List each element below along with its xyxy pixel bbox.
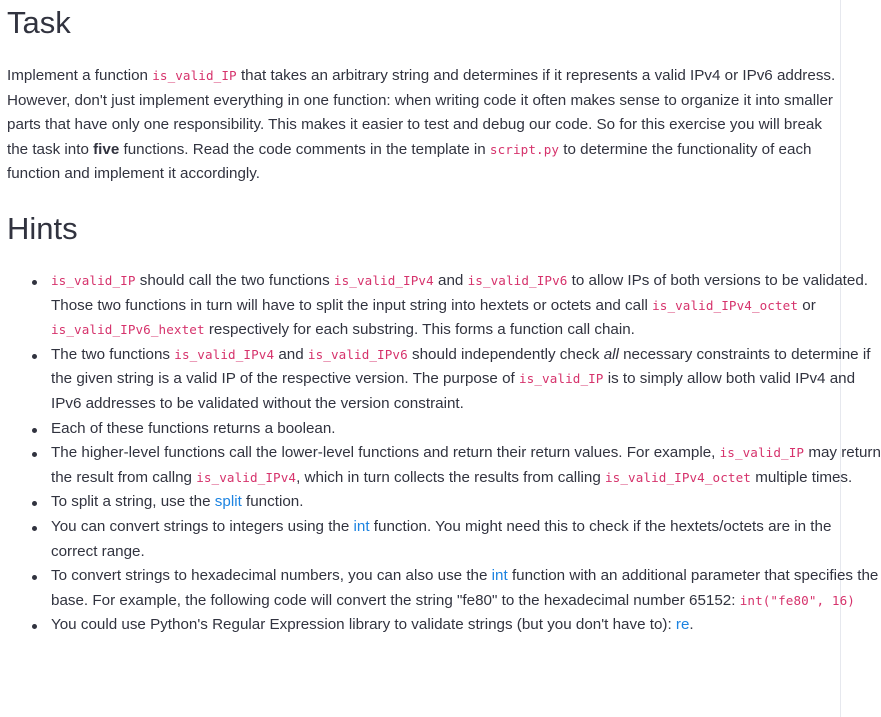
int-link[interactable]: int <box>491 567 508 585</box>
hint-item-constraints <box>51 343 881 417</box>
hint-text: , which in turn collects the results from calling <box>296 468 605 486</box>
code-is-valid-ipv4: is_valid_IPv4 <box>174 346 275 362</box>
code-is-valid-ipv6: is_valid_IPv6 <box>307 346 408 362</box>
hint-item-split <box>51 490 881 515</box>
code-is-valid-ipv4: is_valid_IPv4 <box>196 469 297 485</box>
code-is-valid-ip: is_valid_IP <box>51 273 136 288</box>
code-is-valid-ipv6: is_valid_IPv6 <box>467 273 568 288</box>
hint-text: necessary constraints to determine if the given string is a valid IP of the respective version. The purpose of <box>51 345 871 388</box>
hint-item-boolean <box>51 417 881 442</box>
code-is-valid-ip: is_valid_IP <box>518 371 604 387</box>
bullet-icon <box>32 575 37 580</box>
task-text-4: to determine the functionality of each function and implement it accordingly. <box>7 140 812 183</box>
task-bold-five: five <box>93 140 120 158</box>
hint-text: may return the result from callng <box>51 444 881 486</box>
hint-text: should independently check <box>407 345 604 363</box>
hint-text: You could use Python's Regular Expression library to validate strings (but you don't have to): <box>51 616 676 634</box>
hint-text: and <box>274 345 308 363</box>
hint-text: function with an additional parameter that specifies the base. For example, the following code will convert the string "fe80" to the hexadecimal number 65152: <box>51 567 879 609</box>
hint-emphasis-all: all <box>603 345 619 363</box>
code-is-valid-ipv4: is_valid_IPv4 <box>333 273 434 288</box>
hint-text: Each of these functions returns a boolean. <box>51 419 336 437</box>
code-int-fe80: int("fe80", 16) <box>739 592 855 608</box>
hint-text: . <box>689 616 694 634</box>
hint-text: or <box>798 296 816 314</box>
hint-text: To split a string, use the <box>51 493 215 511</box>
code-is-valid-ip: is_valid_IP <box>152 68 237 83</box>
hints-heading: Hints <box>7 211 78 246</box>
hint-text: respectively for each substring. This forms a function call chain. <box>204 321 635 339</box>
hints-list <box>7 269 881 638</box>
task-heading: Task <box>7 5 71 40</box>
hint-text: and <box>433 272 468 289</box>
hint-text: function. You might need this to check if the hextets/octets are in the correct range. <box>51 517 832 560</box>
bullet-icon <box>32 428 37 433</box>
bullet-icon <box>32 280 37 285</box>
code-script-py: script.py <box>489 141 560 157</box>
hint-item-hex <box>51 564 881 613</box>
re-link[interactable]: re <box>675 616 690 634</box>
hint-text: You can convert strings to integers using the <box>51 517 354 535</box>
hint-text: is to simply allow both valid IPv4 and IPv6 addresses to be validated without the version constraint. <box>51 370 856 412</box>
hint-text: The higher-level functions call the lower-level functions and return their return values. For example, <box>51 444 720 462</box>
hint-item-int <box>51 515 881 564</box>
code-is-valid-ipv4-octet: is_valid_IPv4_octet <box>652 297 799 313</box>
hint-text: function. <box>241 493 304 511</box>
bullet-icon <box>32 452 37 457</box>
hint-text: multiple times. <box>750 468 853 486</box>
code-is-valid-ipv6-hextet: is_valid_IPv6_hextet <box>51 322 205 338</box>
hint-item-call-chain <box>51 269 881 343</box>
bullet-icon <box>32 624 37 629</box>
task-text-1: Implement a function <box>7 67 153 84</box>
bullet-icon <box>32 354 37 359</box>
code-is-valid-ip: is_valid_IP <box>719 445 805 461</box>
hint-text: to allow IPs of both versions to be validated. Those two functions in turn will have to split the input string into hextets or octets and call <box>51 272 868 314</box>
task-description <box>7 64 837 187</box>
task-text-3: functions. Read the code comments in the template in <box>119 140 490 158</box>
hint-text: The two functions <box>51 345 175 363</box>
hint-text: should call the two functions <box>135 272 334 289</box>
hint-item-regex <box>51 613 881 638</box>
hint-text: To convert strings to hexadecimal numbers, you can also use the <box>51 567 492 585</box>
hint-item-higher-level <box>51 441 881 490</box>
bullet-icon <box>32 501 37 506</box>
code-is-valid-ipv4-octet: is_valid_IPv4_octet <box>605 469 751 485</box>
int-link[interactable]: int <box>353 517 370 535</box>
split-link[interactable]: split <box>214 493 242 511</box>
bullet-icon <box>32 526 37 531</box>
task-text-2: that takes an arbitrary string and determines if it represents a valid IPv4 or IPv6 address. However, don't just implement everything in one function: when writing code it often makes sense to organize it into smaller parts that have only one responsibility. This makes it easier to test and debug our code. So for this exercise you will break the task into <box>7 67 836 158</box>
